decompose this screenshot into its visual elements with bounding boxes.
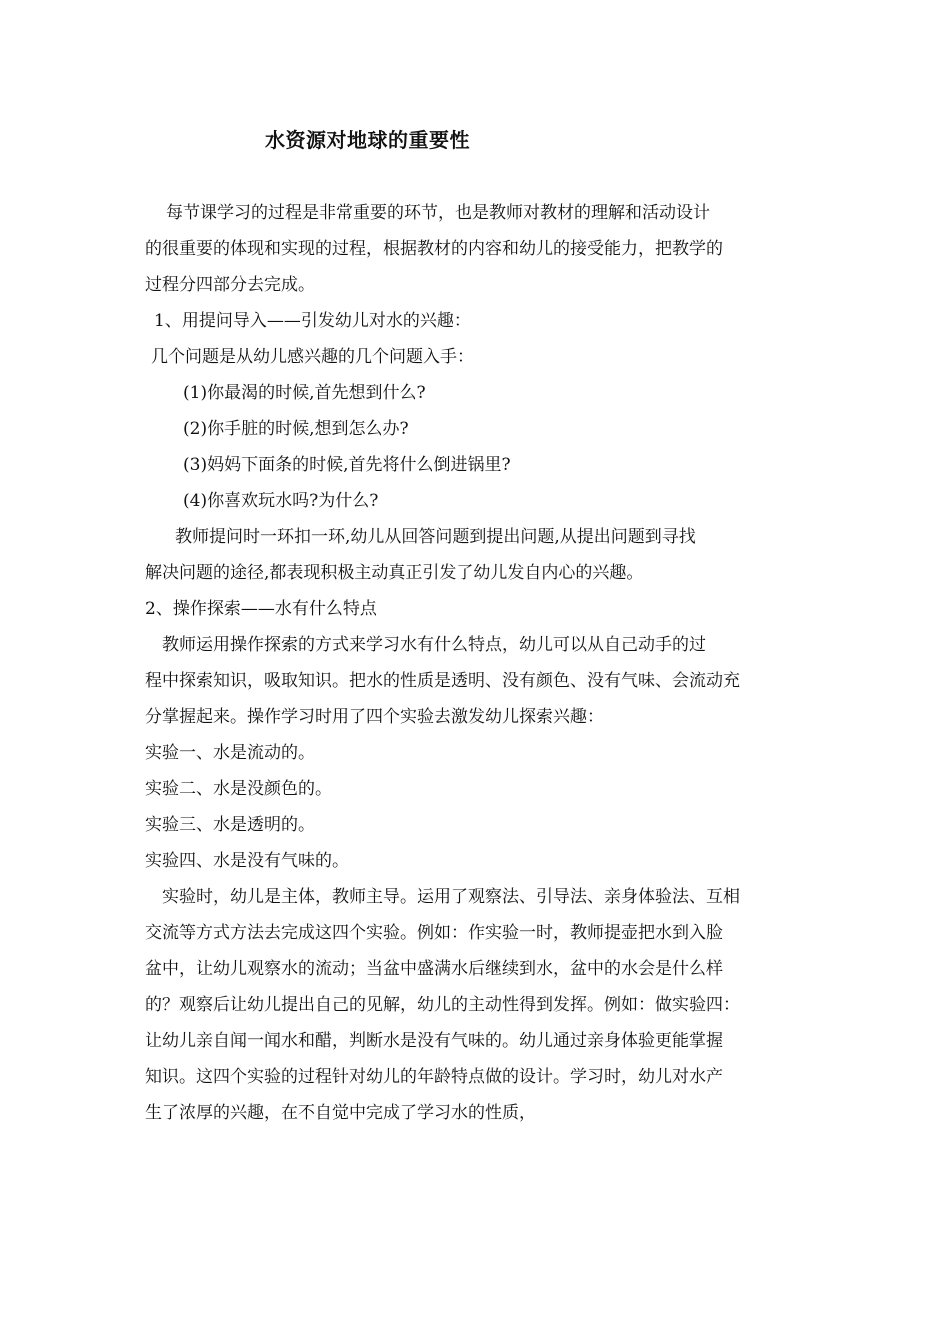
paragraph-line: 教师提问时一环扣一环,幼儿从回答问题到提出问题,从提出问题到寻找 [175,527,696,547]
experiment-item: 实验二、水是没颜色的。 [145,779,332,799]
paragraph-line: 教师运用操作探索的方式来学习水有什么特点，幼儿可以从自己动手的过 [162,635,706,655]
question-item: (1)你最渴的时候,首先想到什么? [183,383,426,403]
document-title: 水资源对地球的重要性 [265,128,470,152]
paragraph-line: 让幼儿亲自闻一闻水和醋，判断水是没有气味的。幼儿通过亲身体验更能掌握 [145,1031,723,1051]
experiment-item: 实验三、水是透明的。 [145,815,315,835]
paragraph-line: 解决问题的途径,都表现积极主动真正引发了幼儿发自内心的兴趣。 [145,563,644,583]
paragraph-line: 程中探索知识，吸取知识。把水的性质是透明、没有颜色、没有气味、会流动充 [145,671,740,691]
paragraph-line: 交流等方式方法去完成这四个实验。例如：作实验一时，教师提壶把水到入脸 [145,923,723,943]
paragraph-line: 过程分四部分去完成。 [145,275,315,295]
question-item: (2)你手脏的时候,想到怎么办? [183,419,409,439]
question-item: (3)妈妈下面条的时候,首先将什么倒进锅里? [183,455,511,475]
question-item: (4)你喜欢玩水吗?为什么? [183,491,379,511]
document-body [145,195,790,1131]
paragraph-line: 生了浓厚的兴趣，在不自觉中完成了学习水的性质， [145,1103,536,1123]
paragraph-line: 知识。这四个实验的过程针对幼儿的年龄特点做的设计。学习时，幼儿对水产 [145,1067,723,1087]
experiment-item: 实验一、水是流动的。 [145,743,315,763]
paragraph-line: 每节课学习的过程是非常重要的环节，也是教师对教材的理解和活动设计 [166,203,710,223]
paragraph-line: 几个问题是从幼儿感兴趣的几个问题入手： [151,347,474,367]
paragraph-line: 的很重要的体现和实现的过程，根据教材的内容和幼儿的接受能力，把教学的 [145,239,723,259]
experiment-item: 实验四、水是没有气味的。 [145,851,349,871]
paragraph-line: 实验时，幼儿是主体，教师主导。运用了观察法、引导法、亲身体验法、互相 [162,887,740,907]
paragraph-line: 分掌握起来。操作学习时用了四个实验去激发幼儿探索兴趣： [145,707,604,727]
paragraph-line: 盆中，让幼儿观察水的流动；当盆中盛满水后继续到水，盆中的水会是什么样 [145,959,723,979]
section-heading: 1、用提问导入——引发幼儿对水的兴趣： [154,311,471,331]
section-heading: 2、操作探索——水有什么特点 [145,599,377,619]
paragraph-line: 的？观察后让幼儿提出自己的见解，幼儿的主动性得到发挥。例如：做实验四： [145,995,740,1015]
